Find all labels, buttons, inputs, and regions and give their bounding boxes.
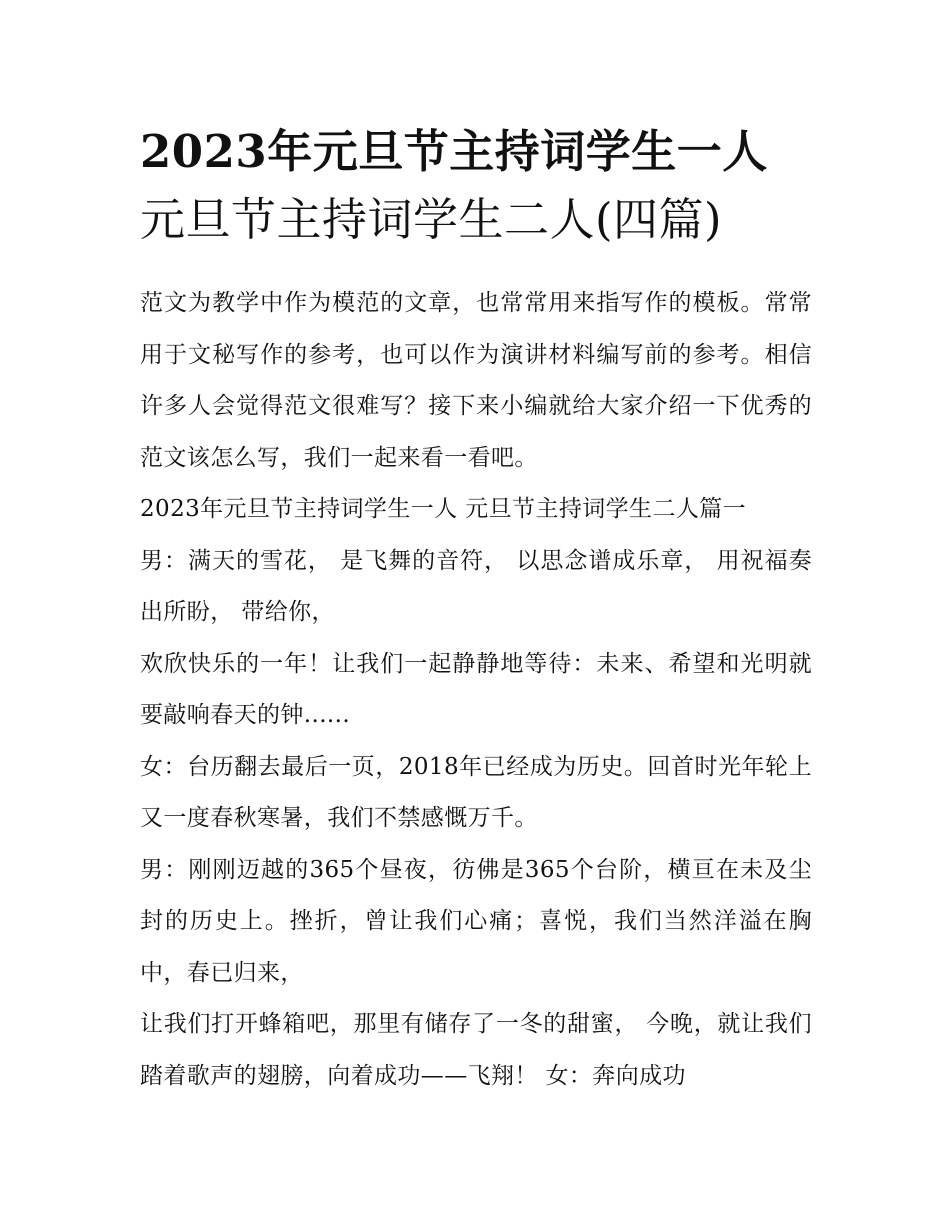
dialogue-paragraph: 让我们打开蜂箱吧，那里有储存了一冬的甜蜜， 今晚，就让我们踏着歌声的翅膀，向着成功——飞翔！ 女：奔向成功 <box>140 1011 812 1089</box>
document-content <box>140 118 812 1102</box>
dialogue-paragraph: 女：台历翻去最后一页，2018年已经成为历史。回首时光年轮上又一度春秋寒暑，我们不禁感慨万千。 <box>140 753 812 831</box>
title-line-1: 2023年元旦节主持词学生一人 <box>140 125 768 178</box>
document-title <box>140 118 812 254</box>
dialogue-paragraph: 男：刚刚迈越的365个昼夜，彷佛是365个台阶，横亘在未及尘封的历史上。挫折，曾让我们心痛；喜悦，我们当然洋溢在胸中，春已归来， <box>140 856 812 986</box>
dialogue-paragraph: 欢欣快乐的一年！让我们一起静静地等待：未来、希望和光明就要敲响春天的钟...... <box>140 650 812 728</box>
document-body <box>140 278 812 1102</box>
dialogue-paragraph: 男：满天的雪花， 是飞舞的音符， 以思念谱成乐章， 用祝福奏出所盼， 带给你， <box>140 547 812 625</box>
title-line-2: 元旦节主持词学生二人(四篇) <box>140 193 723 246</box>
intro-paragraph: 范文为教学中作为模范的文章，也常常用来指写作的模板。常常用于文秘写作的参考，也可以作为演讲材料编写前的参考。相信许多人会觉得范文很难写？接下来小编就给大家介绍一下优秀的范文该怎么写，我们一起来看一看吧。 <box>140 290 812 471</box>
section-heading: 2023年元旦节主持词学生一人 元旦节主持词学生二人篇一 <box>140 496 747 522</box>
